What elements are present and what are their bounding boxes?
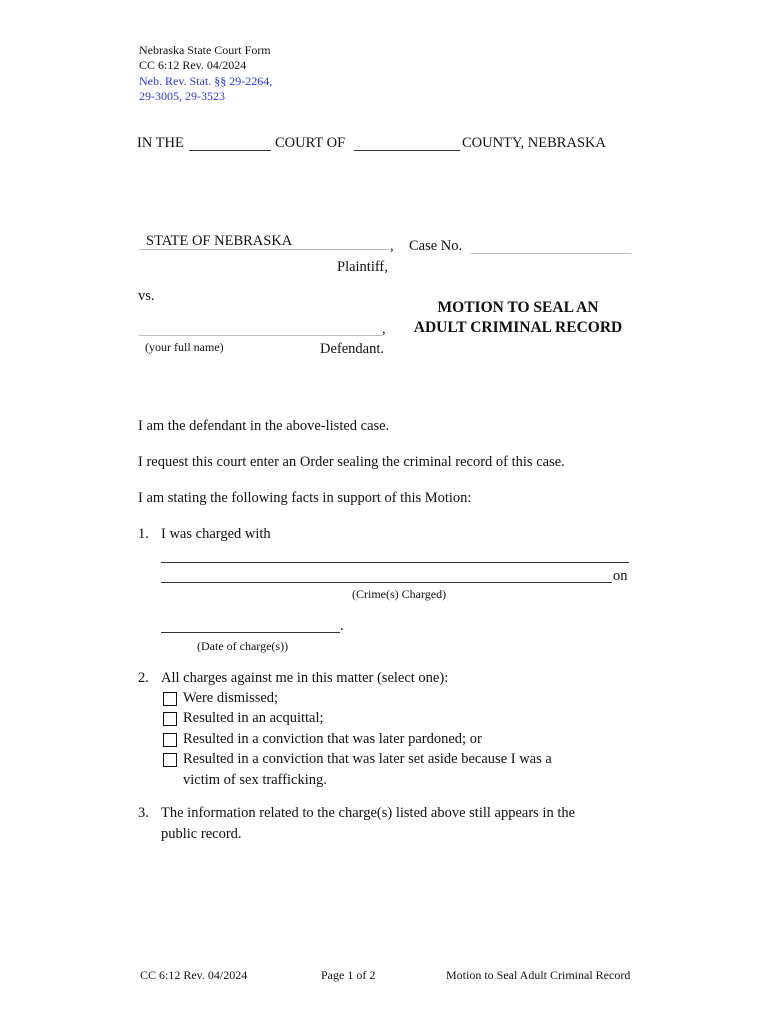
footer-form-code: CC 6:12 Rev. 04/2024 (140, 968, 248, 982)
paragraph-defendant: I am the defendant in the above-listed case. (138, 418, 390, 434)
form-code: CC 6:12 Rev. 04/2024 (139, 58, 247, 72)
item-2-text: All charges against me in this matter (select one): (161, 670, 449, 686)
defendant-name-field[interactable] (139, 335, 382, 336)
item-1-period: . (340, 618, 344, 634)
crime-charged-field-2[interactable] (161, 582, 612, 583)
statute-link-line2[interactable]: 29-3005, 29-3523 (139, 89, 225, 103)
item-2-number: 2. (138, 670, 149, 686)
statute-link-line1[interactable]: Neb. Rev. Stat. §§ 29-2264, (139, 74, 273, 88)
charge-date-field[interactable] (161, 632, 340, 633)
title-line-2: ADULT CRIMINAL RECORD (413, 319, 623, 336)
case-no-field[interactable] (471, 253, 631, 254)
plaintiff-name[interactable]: STATE OF NEBRASKA (146, 233, 293, 249)
form-name: Nebraska State Court Form (139, 43, 271, 57)
court-in-the: IN THE (137, 135, 184, 151)
title-line-1: MOTION TO SEAL AN (437, 299, 599, 316)
checkbox-acquittal[interactable] (163, 712, 177, 726)
document-title (405, 298, 631, 338)
option-set-aside: Resulted in a conviction that was later set aside because I was a (183, 751, 552, 767)
court-county: COUNTY, NEBRASKA (462, 135, 606, 151)
crime-hint: (Crime(s) Charged) (352, 587, 447, 601)
footer-form-title: Motion to Seal Adult Criminal Record (446, 968, 631, 982)
option-set-aside-cont: victim of sex trafficking. (183, 772, 327, 788)
item-1-text: I was charged with (161, 526, 271, 542)
option-pardoned: Resulted in a conviction that was later pardoned; or (183, 731, 482, 747)
item-3-number: 3. (138, 805, 149, 821)
county-name-field[interactable] (354, 150, 460, 151)
item-3-line-2: public record. (161, 826, 242, 842)
option-dismissed: Were dismissed; (183, 690, 279, 706)
checkbox-set-aside[interactable] (163, 753, 177, 767)
checkbox-dismissed[interactable] (163, 692, 177, 706)
court-of: COURT OF (275, 135, 346, 151)
plaintiff-label: Plaintiff, (337, 259, 388, 275)
crime-charged-field-1[interactable] (161, 562, 629, 563)
defendant-label: Defendant. (320, 341, 385, 357)
footer-page-number: Page 1 of 2 (321, 968, 376, 982)
court-name-field[interactable] (189, 150, 271, 151)
caption-comma-2: , (382, 321, 386, 337)
date-hint: (Date of charge(s)) (197, 639, 289, 653)
item-1-number: 1. (138, 526, 149, 542)
paragraph-facts: I am stating the following facts in support of this Motion: (138, 490, 472, 506)
option-acquittal: Resulted in an acquittal; (183, 710, 324, 726)
versus: vs. (138, 288, 155, 304)
paragraph-request: I request this court enter an Order sealing the criminal record of this case. (138, 454, 565, 470)
item-1-on: on (613, 568, 628, 584)
item-3-line-1: The information related to the charge(s) listed above still appears in the (161, 805, 576, 821)
checkbox-pardoned[interactable] (163, 733, 177, 747)
caption-comma-1: , (390, 238, 394, 254)
name-hint: (your full name) (145, 340, 224, 354)
case-no-label: Case No. (409, 238, 463, 254)
